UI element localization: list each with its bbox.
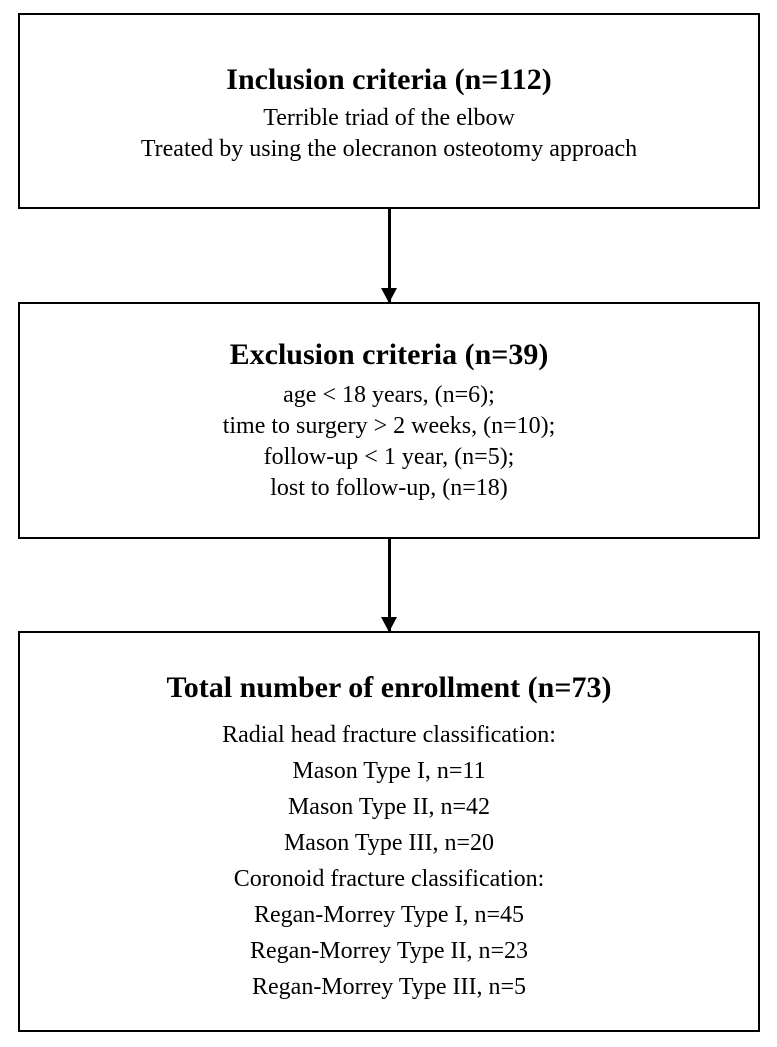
classification-heading-radial-head: Radial head fracture classification: <box>222 722 556 748</box>
classification-heading-coronoid: Coronoid fracture classification: <box>233 866 545 892</box>
inclusion-criteria-box <box>18 13 760 209</box>
inclusion-criterion-line: Treated by using the olecranon osteotomy approach <box>140 136 638 162</box>
exclusion-criterion-line: time to surgery > 2 weeks, (n=10); <box>222 413 556 439</box>
enrollment-box <box>18 631 760 1032</box>
enrollment-count-line: Regan-Morrey Type II, n=23 <box>249 938 528 964</box>
exclusion-criteria-title: Exclusion criteria (n=39) <box>229 338 549 371</box>
exclusion-criteria-box <box>18 302 760 539</box>
exclusion-criterion-line: follow-up < 1 year, (n=5); <box>263 444 515 470</box>
enrollment-count-line: Mason Type II, n=42 <box>287 794 491 820</box>
inclusion-criteria-title: Inclusion criteria (n=112) <box>226 63 552 96</box>
enrollment-title: Total number of enrollment (n=73) <box>166 671 612 704</box>
down-arrow-inclusion-to-exclusion <box>388 209 391 302</box>
enrollment-count-line: Regan-Morrey Type I, n=45 <box>253 902 524 928</box>
inclusion-criterion-line: Terrible triad of the elbow <box>263 105 515 131</box>
down-arrow-exclusion-to-enrollment <box>388 539 391 631</box>
enrollment-count-line: Regan-Morrey Type III, n=5 <box>252 974 526 1000</box>
exclusion-criterion-line: lost to follow-up, (n=18) <box>270 475 508 501</box>
enrollment-count-line: Mason Type I, n=11 <box>292 758 486 784</box>
enrollment-count-line: Mason Type III, n=20 <box>283 830 495 856</box>
exclusion-criterion-line: age < 18 years, (n=6); <box>283 382 495 408</box>
